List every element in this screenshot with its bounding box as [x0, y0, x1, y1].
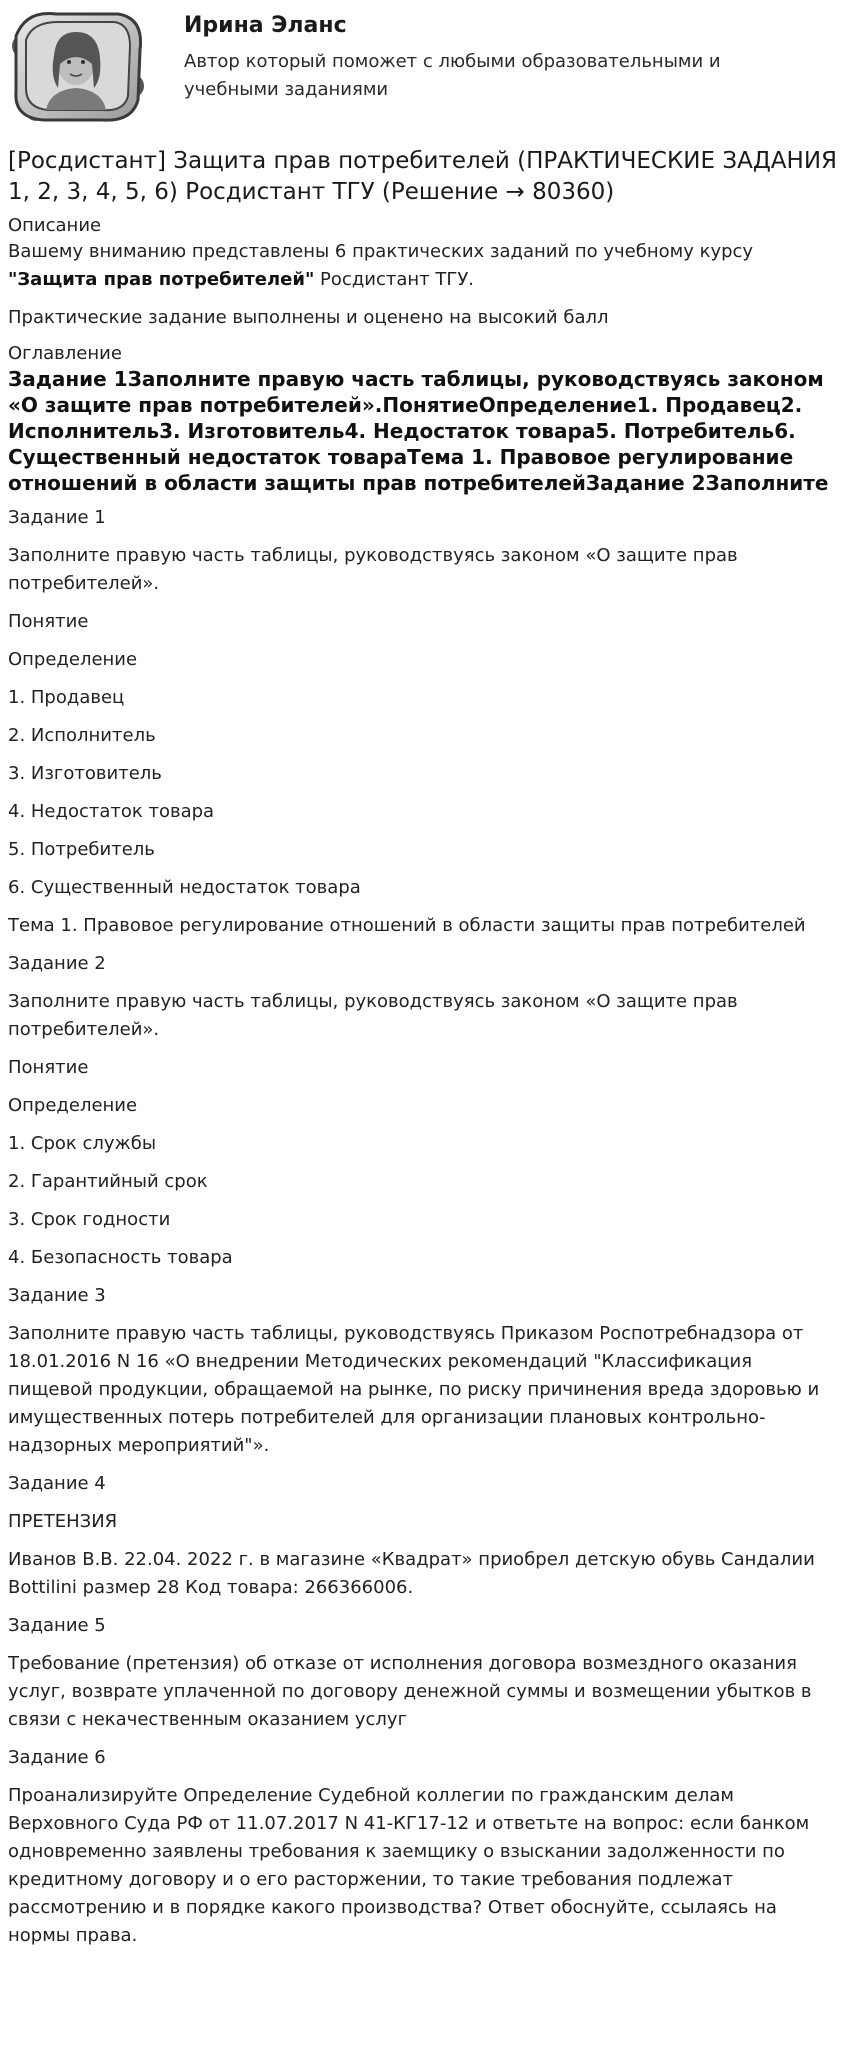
paragraph: 3. Срок годности: [8, 1209, 171, 1230]
author-bio: Автор который поможет с любыми образовательными и учебными заданиями: [184, 51, 721, 100]
paragraph: Задание 2: [8, 953, 106, 974]
paragraph: Требование (претензия) об отказе от исполнения договора возмездного оказания услуг, возврате уплаченной по договору денежной суммы и возмещении убытков в связи с некачественным оказанием услуг: [8, 1653, 812, 1730]
author-card: [0, 0, 847, 135]
toc-text: Задание 1Заполните правую часть таблицы, руководствуясь законом «О защите прав потребителей».ПонятиеОпределение1. Продавец2. Исполнитель3. Изготовитель4. Недостаток товара5. Потребитель6. Существенный недостаток товараТема 1. Правовое регулирование отношений в области защиты прав потребителейЗадание 2Заполните: [8, 367, 829, 495]
paragraph: 1. Срок службы: [8, 1133, 157, 1154]
paragraph: 3. Изготовитель: [8, 763, 162, 784]
document-body: [8, 214, 840, 1960]
paragraph: 2. Гарантийный срок: [8, 1171, 208, 1192]
paragraph: Задание 6: [8, 1747, 106, 1768]
author-avatar[interactable]: [6, 6, 148, 126]
paragraph: Заполните правую часть таблицы, руководствуясь законом «О защите прав потребителей».: [8, 545, 738, 594]
description-intro: [8, 238, 840, 294]
paragraph: Задание 5: [8, 1615, 106, 1636]
task-list: [8, 504, 840, 1950]
paragraph: Задание 1: [8, 507, 106, 528]
paragraph: 6. Существенный недостаток товара: [8, 877, 361, 898]
paragraph: Тема 1. Правовое регулирование отношений в области защиты прав потребителей: [8, 915, 806, 936]
paragraph: Определение: [8, 649, 138, 670]
paragraph: ПРЕТЕНЗИЯ: [8, 1511, 118, 1532]
paragraph: Проанализируйте Определение Судебной коллегии по гражданским делам Верховного Суда РФ от 11.07.2017 N 41-КГ17-12 и ответьте на вопрос: если банком одновременно заявлены требования к заемщику о взыскании задолженности по кредитному договору и о его расторжении, то такие требования подлежат рассмотрению и в порядке какого производства? Ответ обоснуйте, ссылаясь на нормы права.: [8, 1785, 810, 1946]
paragraph: 2. Исполнитель: [8, 725, 156, 746]
paragraph: Понятие: [8, 1057, 89, 1078]
paragraph: Определение: [8, 1095, 138, 1116]
description-intro-text: Вашему вниманию представлены 6 практических заданий по учебному курсу: [8, 241, 754, 262]
course-name: "Защита прав потребителей": [8, 269, 315, 290]
paragraph: Заполните правую часть таблицы, руководствуясь Приказом Роспотребнадзора от 18.01.2016 N 16 «О внедрении Методических рекомендаций "Классификация пищевой продукции, обращаемой на рынке, по риску причинения вреда здоровью и имущественных потерь потребителей для организации плановых контрольно-надзорных мероприятий"».: [8, 1323, 820, 1456]
description-intro-tail: Росдистант ТГУ.: [314, 269, 475, 290]
paragraph: Понятие: [8, 611, 89, 632]
paragraph: 1. Продавец: [8, 687, 125, 708]
description-label: Описание: [8, 215, 102, 236]
toc-label: Оглавление: [8, 343, 122, 364]
paragraph: 4. Недостаток товара: [8, 801, 215, 822]
paragraph: Иванов В.В. 22.04. 2022 г. в магазине «Квадрат» приобрел детскую обувь Сандалии Bottilini размер 28 Код товара: 266366006.: [8, 1549, 815, 1598]
paragraph: Задание 3: [8, 1285, 106, 1306]
paragraph: Заполните правую часть таблицы, руководствуясь законом «О защите прав потребителей».: [8, 991, 738, 1040]
page-title: [Росдистант] Защита прав потребителей (ПРАКТИЧЕСКИЕ ЗАДАНИЯ 1, 2, 3, 4, 5, 6) Росдистант ТГУ (Решение → 80360): [8, 148, 838, 205]
paragraph: 4. Безопасность товара: [8, 1247, 233, 1268]
author-name[interactable]: Ирина Эланс: [184, 13, 347, 38]
description-note: Практические задание выполнены и оценено на высокий балл: [8, 307, 609, 328]
paragraph: 5. Потребитель: [8, 839, 155, 860]
paragraph: Задание 4: [8, 1473, 106, 1494]
